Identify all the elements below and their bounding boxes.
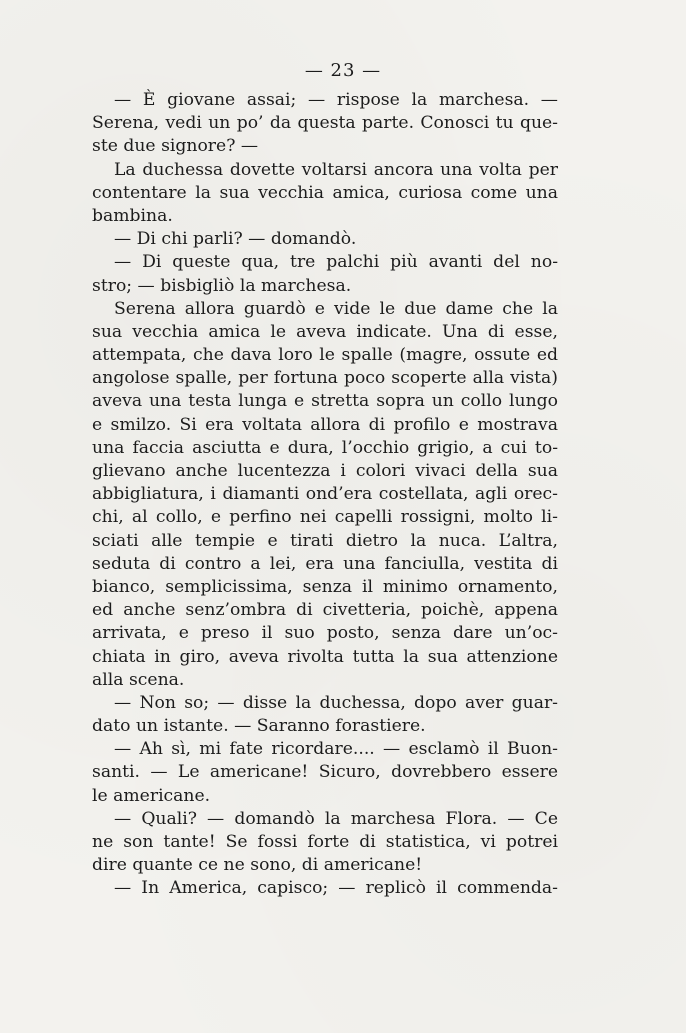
text-line: abbigliatura, i diamanti ond’era costellata, agli orec- xyxy=(92,484,558,505)
text-line: contentare la sua vecchia amica, curiosa come una xyxy=(92,182,558,203)
text-line: angolose spalle, per fortuna poco scoperte alla vista) xyxy=(92,368,558,389)
page-number: — 23 — xyxy=(304,60,382,81)
text-line: chiata in giro, aveva rivolta tutta la sua attenzione xyxy=(92,646,558,667)
text-line: — In America, capisco; — replicò il commenda- xyxy=(114,878,558,899)
text-line: arrivata, e preso il suo posto, senza dare un’oc- xyxy=(92,623,558,644)
text-line: aveva una testa lunga e stretta sopra un collo lungo xyxy=(92,391,558,412)
text-line: — Di chi parli? — domandò. xyxy=(114,229,357,250)
body-text xyxy=(92,89,558,901)
text-line: ste due signore? — xyxy=(92,136,259,157)
text-line: una faccia asciutta e dura, l’occhio grigio, a cui to- xyxy=(92,437,558,458)
text-line: — Di queste qua, tre palchi più avanti del no- xyxy=(114,252,558,273)
text-line: La duchessa dovette voltarsi ancora una volta per xyxy=(114,159,558,180)
text-line: stro; — bisbigliò la marchesa. xyxy=(92,275,352,296)
text-line: sciati alle tempie e tirati dietro la nuca. L’altra, xyxy=(92,530,558,551)
text-line: ne son tante! Se fossi forte di statistica, vi potrei xyxy=(92,832,558,852)
text-line: seduta di contro a lei, era una fanciulla, vestita di xyxy=(92,553,558,574)
text-line: glievano anche lucentezza i colori vivaci della sua xyxy=(92,461,558,481)
text-line: — È giovane assai; — rispose la marchesa. — xyxy=(114,90,558,110)
text-line: sua vecchia amica le aveva indicate. Una di esse, xyxy=(92,321,558,342)
text-line: e smilzo. Si era voltata allora di profilo e mostrava xyxy=(92,414,558,435)
text-line: chi, al collo, e perfino nei capelli rossigni, molto li- xyxy=(92,507,558,528)
text-line: santi. — Le americane! Sicuro, dovrebbero essere xyxy=(92,762,558,783)
text-line: ed anche senz’ombra di civetteria, poichè, appena xyxy=(92,600,558,621)
text-line: dire quante ce ne sono, di americane! xyxy=(92,855,423,876)
text-line: Serena allora guardò e vide le due dame che la xyxy=(114,298,558,319)
text-line: — Non so; — disse la duchessa, dopo aver guar- xyxy=(114,692,558,713)
text-line: attempata, che dava loro le spalle (magre, ossute ed xyxy=(92,345,558,366)
text-line: dato un istante. — Saranno forastiere. xyxy=(92,716,426,737)
text-line: bianco, semplicissima, senza il minimo ornamento, xyxy=(92,576,558,597)
text-line: — Ah sì, mi fate ricordare.... — esclamò il Buon- xyxy=(114,739,558,760)
text-line: alla scena. xyxy=(92,669,185,690)
text-line: — Quali? — domandò la marchesa Flora. — Ce xyxy=(114,808,558,829)
text-line: le americane. xyxy=(92,785,211,806)
text-line: Serena, vedi un po’ da questa parte. Conosci tu que- xyxy=(92,113,558,134)
text-line: bambina. xyxy=(92,205,173,226)
